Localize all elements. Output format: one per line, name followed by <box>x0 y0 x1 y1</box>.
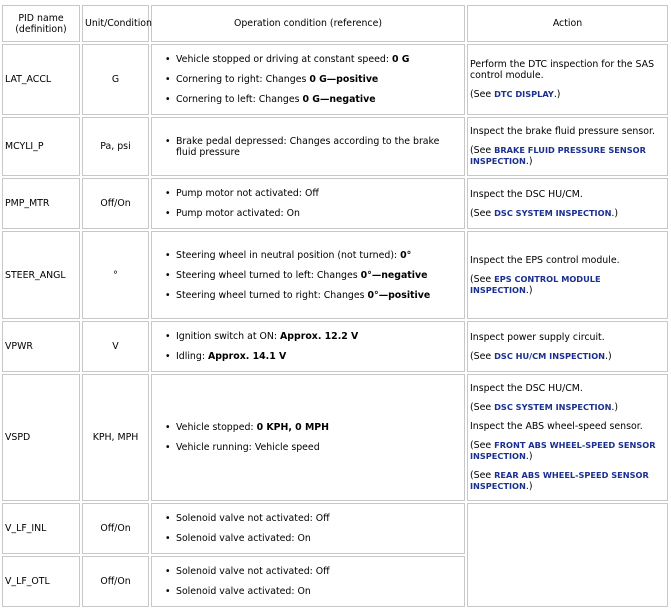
condition-value: 0 G—positive <box>309 74 379 85</box>
condition-text: Pump motor not activated: Off <box>176 188 319 199</box>
action-see-prefix: (See <box>470 207 495 219</box>
action-see-suffix: .) <box>525 481 533 492</box>
action-cell <box>467 231 668 319</box>
action-see-suffix: .) <box>611 402 619 413</box>
reference-link[interactable]: REAR ABS WHEEL-SPEED SENSOR INSPECTION <box>470 470 649 491</box>
action-cell <box>467 117 668 176</box>
action-see-suffix: .) <box>611 207 619 219</box>
action-text: Inspect the EPS control module. <box>470 254 620 266</box>
reference-link[interactable]: DSC HU/CM INSPECTION <box>494 350 606 361</box>
action-paragraph <box>470 383 665 394</box>
reference-link[interactable]: DTC DISPLAY <box>494 89 554 99</box>
action-paragraph <box>470 470 665 492</box>
operation-condition-cell <box>151 556 465 607</box>
unit-cell: Off/On <box>82 503 149 554</box>
table-row <box>2 178 668 229</box>
condition-list <box>154 331 462 362</box>
condition-item <box>176 586 462 597</box>
condition-list <box>154 422 462 453</box>
condition-text: Idling: <box>176 351 208 362</box>
unit-cell: KPH, MPH <box>82 374 149 501</box>
table-row <box>2 117 668 176</box>
condition-text: Cornering to left: Changes <box>176 94 303 105</box>
condition-text: Solenoid valve not activated: Off <box>176 513 330 524</box>
operation-condition-cell <box>151 117 465 176</box>
table-row <box>2 44 668 115</box>
header-action: Action <box>467 5 668 42</box>
operation-condition-cell <box>151 374 465 501</box>
action-text: Inspect the DSC HU/CM. <box>470 383 583 394</box>
action-paragraph <box>470 189 665 200</box>
pid-name-cell: MCYLI_P <box>2 117 80 176</box>
table-body <box>2 44 668 607</box>
reference-link[interactable]: FRONT ABS WHEEL-SPEED SENSOR INSPECTION <box>470 440 656 461</box>
condition-list <box>154 54 462 105</box>
action-cell <box>467 44 668 115</box>
unit-cell: Pa, psi <box>82 117 149 176</box>
condition-value: 0°—negative <box>360 269 428 281</box>
unit-cell: Off/On <box>82 178 149 229</box>
pid-name-cell: VPWR <box>2 321 80 372</box>
condition-text: Solenoid valve not activated: Off <box>176 566 330 577</box>
action-paragraph <box>470 89 665 100</box>
action-cell <box>467 178 668 229</box>
header-pid: PID name (definition) <box>2 5 80 42</box>
condition-list <box>154 513 462 544</box>
action-paragraph <box>470 126 665 137</box>
condition-text: Vehicle stopped: <box>176 422 257 433</box>
action-see-prefix: (See <box>470 470 495 481</box>
operation-condition-cell <box>151 503 465 554</box>
pid-name-cell: VSPD <box>2 374 80 501</box>
condition-value: 0° <box>400 249 412 261</box>
reference-link[interactable]: DSC SYSTEM INSPECTION <box>494 207 612 218</box>
action-paragraph <box>470 332 665 343</box>
action-see-prefix: (See <box>470 402 495 413</box>
condition-text: Steering wheel turned to right: Changes <box>176 289 368 301</box>
condition-value: 0°—positive <box>367 289 431 301</box>
pid-table <box>0 3 670 609</box>
condition-item <box>176 136 462 158</box>
condition-item <box>176 533 462 544</box>
table-row <box>2 321 668 372</box>
condition-item <box>176 54 462 65</box>
condition-text: Brake pedal depressed: Changes according to the brake fluid pressure <box>176 135 440 158</box>
pid-name-cell: LAT_ACCL <box>2 44 80 115</box>
condition-value: 0 G—negative <box>302 94 376 105</box>
header-operation: Operation condition (reference) <box>151 5 465 42</box>
condition-text: Vehicle stopped or driving at constant speed: <box>176 54 393 65</box>
pid-name-cell: V_LF_OTL <box>2 556 80 607</box>
action-paragraph <box>470 351 665 362</box>
condition-list <box>154 136 462 158</box>
action-see-suffix: .) <box>605 350 612 362</box>
condition-item <box>176 270 462 281</box>
pid-name-cell: PMP_MTR <box>2 178 80 229</box>
action-see-prefix: (See <box>470 440 495 451</box>
operation-condition-cell <box>151 231 465 319</box>
action-paragraph <box>470 145 665 167</box>
unit-cell: V <box>82 321 149 372</box>
action-see-suffix: .) <box>525 284 533 296</box>
header-unit: Unit/Condition <box>82 5 149 42</box>
condition-text: Steering wheel turned to left: Changes <box>176 269 361 281</box>
action-text: Inspect power supply circuit. <box>470 331 605 343</box>
action-text: Inspect the DSC HU/CM. <box>470 188 583 200</box>
action-cell-empty <box>467 503 668 607</box>
condition-value: Approx. 14.1 V <box>207 351 287 362</box>
condition-value: 0 KPH, 0 MPH <box>256 422 329 433</box>
operation-condition-cell <box>151 178 465 229</box>
condition-item <box>176 422 462 433</box>
condition-text: Solenoid valve activated: On <box>176 586 311 597</box>
action-paragraph <box>470 421 665 432</box>
action-paragraph <box>470 402 665 413</box>
operation-condition-cell <box>151 321 465 372</box>
reference-link[interactable]: DSC SYSTEM INSPECTION <box>494 402 612 412</box>
action-see-suffix: .) <box>553 89 561 100</box>
condition-item <box>176 331 462 342</box>
condition-list <box>154 566 462 597</box>
table-row <box>2 503 668 554</box>
action-see-prefix: (See <box>470 89 495 100</box>
condition-item <box>176 566 462 577</box>
action-text: Inspect the ABS wheel-speed sensor. <box>470 421 643 432</box>
table-row <box>2 231 668 319</box>
condition-item <box>176 290 462 301</box>
unit-cell: ° <box>82 231 149 319</box>
condition-text: Solenoid valve activated: On <box>176 533 311 544</box>
condition-value: Approx. 12.2 V <box>280 331 359 342</box>
unit-cell: Off/On <box>82 556 149 607</box>
condition-list <box>154 250 462 301</box>
unit-cell: G <box>82 44 149 115</box>
pid-name-cell: STEER_ANGL <box>2 231 80 319</box>
reference-link[interactable]: EPS CONTROL MODULE INSPECTION <box>470 273 601 295</box>
reference-link[interactable]: BRAKE FLUID PRESSURE SENSOR INSPECTION <box>470 145 646 166</box>
action-see-prefix: (See <box>470 273 495 285</box>
pid-name-cell: V_LF_INL <box>2 503 80 554</box>
action-see-prefix: (See <box>470 145 495 156</box>
condition-item <box>176 513 462 524</box>
condition-item <box>176 94 462 105</box>
condition-list <box>154 188 462 219</box>
condition-item <box>176 74 462 85</box>
action-see-suffix: .) <box>525 451 533 462</box>
condition-value: 0 G <box>392 54 410 65</box>
action-paragraph <box>470 255 665 266</box>
action-text: Inspect the brake fluid pressure sensor. <box>470 126 655 137</box>
table-header <box>2 5 668 42</box>
action-see-suffix: .) <box>525 156 533 167</box>
action-cell <box>467 321 668 372</box>
action-text: Perform the DTC inspection for the SAS control module. <box>470 59 655 81</box>
condition-text: Pump motor activated: On <box>176 208 300 219</box>
action-cell <box>467 374 668 501</box>
condition-text: Vehicle running: Vehicle speed <box>176 442 320 453</box>
condition-item <box>176 250 462 261</box>
header-row <box>2 5 668 42</box>
action-paragraph <box>470 208 665 219</box>
action-see-prefix: (See <box>470 350 495 362</box>
condition-text: Ignition switch at ON: <box>176 331 281 342</box>
condition-item <box>176 188 462 199</box>
condition-text: Steering wheel in neutral position (not turned): <box>176 249 401 261</box>
condition-item <box>176 442 462 453</box>
condition-item <box>176 208 462 219</box>
action-paragraph <box>470 440 665 462</box>
action-paragraph <box>470 274 665 296</box>
condition-item <box>176 351 462 362</box>
table-row <box>2 374 668 501</box>
operation-condition-cell <box>151 44 465 115</box>
condition-text: Cornering to right: Changes <box>176 74 310 85</box>
action-paragraph <box>470 59 665 81</box>
